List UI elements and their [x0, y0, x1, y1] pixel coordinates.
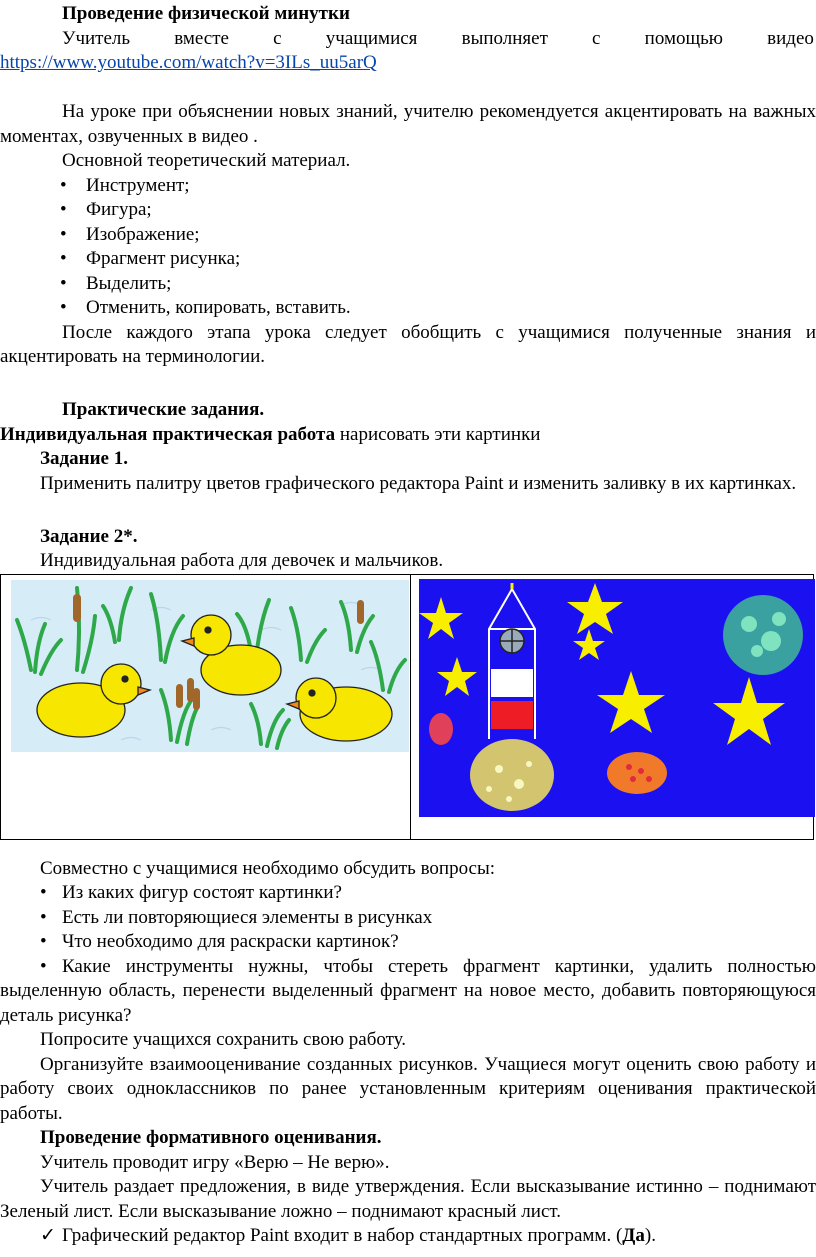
- image-table: [0, 574, 814, 840]
- list-item: • Отменить, копировать, вставить.: [0, 296, 816, 321]
- task2-title: Задание 2*.: [40, 525, 138, 547]
- bullet-dot-icon: •: [40, 906, 47, 928]
- bullet-dot-icon: •: [40, 931, 47, 952]
- bullet-dot-icon: •: [40, 955, 47, 977]
- discussion-intro: Совместно с учащимися необходимо обсудить вопросы:: [40, 857, 496, 879]
- bullet-dot-icon: •: [60, 223, 67, 245]
- questions-list: [0, 881, 816, 955]
- checkmark-icon: ✓: [40, 1225, 56, 1246]
- word: видео: [767, 27, 814, 49]
- individual-work-line: Индивидуальная практическая работа нарисовать эти картинки: [0, 423, 541, 445]
- space-picture: [419, 579, 815, 817]
- statements-list: [0, 1224, 816, 1249]
- rules-paragraph: Учитель раздает предложения, в виде утверждения. Если высказывание истинно – поднимают Зеленый лист. Если высказывание ложно – поднимают красный лист.: [0, 1176, 816, 1222]
- word: выполняет: [461, 27, 548, 49]
- summary-paragraph: После каждого этапа урока следует обобщить с учащимися полученные знания и акцентировать на терминологии.: [0, 321, 816, 367]
- bullet-dot-icon: •: [60, 174, 67, 196]
- task1-title: Задание 1.: [40, 448, 128, 469]
- task1-text: Применить палитру цветов графического редактора Paint и изменить заливку в их картинках.: [40, 472, 797, 494]
- list-item: ✓ Графический редактор Paint входит в набор стандартных программ. (Да).: [0, 1224, 816, 1249]
- bullet-dot-icon: •: [60, 297, 67, 318]
- intro-paragraph: На уроке при объяснении новых знаний, учителю рекомендуется акцентировать на важных моментах, озвученных в видео .: [0, 101, 816, 147]
- practice-heading: Практические задания.: [62, 399, 265, 420]
- formative-heading: Проведение формативного оценивания.: [40, 1127, 382, 1148]
- peer-assessment: Организуйте взаимооценивание созданных рисунков. Учащиеся могут оценить свою работу и работу своих одноклассников по ранее установленным критериям оценивания практической работы.: [0, 1053, 816, 1124]
- game-line: Учитель проводит игру «Верю – Не верю».: [40, 1151, 390, 1173]
- list-item: • Выделить;: [0, 272, 816, 297]
- word: с: [273, 27, 282, 49]
- word: учащимися: [325, 27, 418, 49]
- theory-list: [0, 174, 816, 321]
- physminute-heading: Проведение физической минутки: [62, 3, 350, 24]
- bullet-dot-icon: •: [60, 248, 67, 269]
- list-item: • Фигура;: [0, 198, 816, 223]
- bullet-dot-icon: •: [40, 882, 47, 903]
- bullet-dot-icon: •: [60, 199, 67, 220]
- word: помощью: [644, 27, 723, 49]
- word: вместе: [174, 27, 229, 49]
- task2-text: Индивидуальная работа для девочек и мальчиков.: [40, 550, 444, 571]
- word: Учитель: [62, 27, 131, 49]
- list-item: • Из каких фигур состоят картинки?: [0, 881, 816, 906]
- question-long: • Какие инструменты нужны, чтобы стереть фрагмент картинки, удалить полностью выделенную область, перенести выделенный фрагмент на новое место, добавить повторяющуюся деталь рисунка?: [0, 955, 816, 1026]
- video-link[interactable]: https://www.youtube.com/watch?v=3ILs_uu5arQ: [0, 52, 377, 73]
- theory-title: Основной теоретический материал.: [62, 150, 351, 171]
- list-item: • Инструмент;: [0, 174, 816, 199]
- list-item: • Фрагмент рисунка;: [0, 247, 816, 272]
- word: с: [592, 27, 601, 49]
- save-instruction: Попросите учащихся сохранить свою работу.: [40, 1029, 407, 1050]
- physminute-line: [0, 27, 816, 52]
- list-item: • Что необходимо для раскраски картинок?: [0, 930, 816, 955]
- list-item: • Изображение;: [0, 223, 816, 248]
- table-divider: [410, 575, 411, 839]
- bullet-dot-icon: •: [60, 272, 67, 294]
- ducks-picture: [11, 580, 409, 752]
- list-item: • Есть ли повторяющиеся элементы в рисунках: [0, 906, 816, 931]
